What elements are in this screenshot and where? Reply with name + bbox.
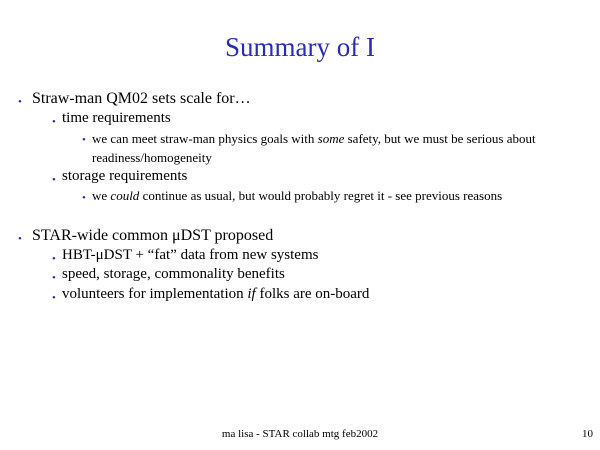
bullet-straw-man: Straw-man QM02 sets scale for… bbox=[32, 90, 251, 107]
bullet-dot: • bbox=[52, 253, 56, 265]
bullet-dot: • bbox=[52, 292, 56, 304]
bullet-storage-requirements: storage requirements bbox=[62, 168, 188, 184]
footer-text: ma lisa - STAR collab mtg feb2002 bbox=[221, 428, 379, 440]
bullet-dot: • bbox=[82, 192, 86, 204]
bullet-time-requirements: time requirements bbox=[62, 110, 171, 126]
bullet-dot: • bbox=[52, 116, 56, 128]
bullet-star-wide: STAR-wide common μDST proposed bbox=[32, 227, 274, 244]
page-number: 10 bbox=[582, 428, 593, 440]
slide-title: Summary of I bbox=[225, 32, 375, 62]
bullet-dot: • bbox=[18, 233, 22, 245]
bullet-volunteers: volunteers for implementation if folks are on-board bbox=[62, 286, 370, 302]
bullet-dot: • bbox=[52, 272, 56, 284]
bullet-time-detail: we can meet straw-man physics goals with some safety, but we must be serious about readiness/homogeneity bbox=[92, 131, 536, 165]
bullet-benefits: speed, storage, commonality benefits bbox=[62, 266, 285, 282]
bullet-storage-detail: we could continue as usual, but would probably regret it - see previous reasons bbox=[92, 188, 503, 203]
bullet-dot: • bbox=[52, 174, 56, 186]
bullet-hbt-udst: HBT-μDST + “fat” data from new systems bbox=[62, 247, 319, 263]
bullet-dot: • bbox=[82, 134, 86, 146]
bullet-dot: • bbox=[18, 96, 22, 108]
